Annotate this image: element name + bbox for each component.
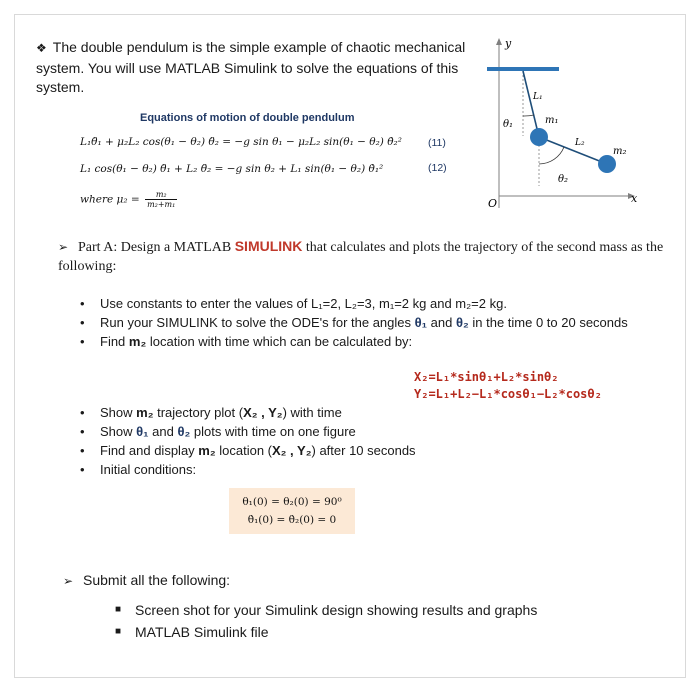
list-item-text: location with time which can be calculated by: bbox=[146, 334, 413, 349]
bullet-dot-icon: • bbox=[80, 462, 85, 477]
list-item bbox=[115, 599, 537, 621]
y2-formula: Y₂=L₁+L₂−L₁*cosθ₁−L₂*cosθ₂ bbox=[414, 387, 602, 401]
mass-1 bbox=[530, 128, 548, 146]
m2-symbol: m₂ bbox=[128, 334, 147, 349]
equation-11-number: (11) bbox=[428, 137, 446, 149]
bullet-dot-icon: • bbox=[80, 296, 85, 311]
list-item-text: Find and display bbox=[100, 443, 199, 458]
bullet-dot-icon: • bbox=[80, 443, 85, 458]
list-item-text: Find bbox=[100, 334, 129, 349]
mu2-prefix: where μ₂ = bbox=[80, 193, 140, 206]
submit-title: Submit all the following: bbox=[83, 572, 231, 588]
list-item-text: Show bbox=[100, 424, 137, 439]
list-item-text: plots with time on one figure bbox=[190, 424, 356, 439]
submit-list bbox=[115, 599, 537, 643]
theta1-label: θ₁ bbox=[503, 119, 514, 130]
list-item bbox=[80, 332, 628, 351]
bullet-dot-icon: • bbox=[80, 315, 85, 330]
equation-12-number: (12) bbox=[428, 162, 447, 174]
mass-2 bbox=[598, 155, 616, 173]
arrow-bullet-icon: ➢ bbox=[58, 240, 69, 254]
requirements-list-1 bbox=[80, 294, 628, 351]
list-item bbox=[80, 294, 628, 313]
intro-paragraph bbox=[36, 38, 476, 98]
equations-title: Equations of motion of double pendulum bbox=[140, 112, 355, 124]
list-item bbox=[80, 460, 416, 479]
part-a-suffix: that calculates and plots the trajectory of the second mass as the following: bbox=[58, 240, 664, 274]
x2-y2-symbol: X₂ , Y₂ bbox=[272, 443, 312, 458]
list-item-text: trajectory plot ( bbox=[153, 405, 244, 420]
l2-label: L₂ bbox=[575, 138, 585, 148]
arrow-bullet-icon: ➢ bbox=[63, 574, 74, 588]
y-axis-label: y bbox=[505, 37, 512, 50]
theta2-symbol: θ₂ bbox=[455, 315, 469, 330]
theta2-label: θ₂ bbox=[558, 174, 569, 185]
equation-12: L₁ cos(θ₁ − θ₂) θ̈₁ + L₂ θ̈₂ = −g sin θ₂ + L₁ sin(θ₁ − θ₂) θ̇₁² bbox=[80, 163, 384, 175]
x2-y2-symbol: X₂ , Y₂ bbox=[243, 405, 283, 420]
list-item-text: Show bbox=[100, 405, 137, 420]
m2-symbol: m₂ bbox=[136, 405, 154, 420]
theta1-symbol: θ₁ bbox=[136, 424, 149, 439]
list-item-text: and bbox=[148, 424, 178, 439]
pivot-ceiling bbox=[487, 67, 559, 71]
m2-label: m₂ bbox=[613, 146, 627, 157]
list-item-text: Screen shot for your Simulink design showing results and graphs bbox=[135, 602, 538, 618]
list-item bbox=[80, 422, 416, 441]
bullet-dot-icon: • bbox=[80, 334, 85, 349]
list-item-text: MATLAB Simulink file bbox=[135, 624, 269, 640]
initial-condition-angles: θ₁(0) = θ₂(0) = 90⁰ bbox=[242, 496, 342, 508]
list-item bbox=[80, 403, 416, 422]
list-item bbox=[115, 621, 537, 643]
rod-1 bbox=[523, 71, 539, 137]
mu2-denominator: m₂+m₁ bbox=[147, 200, 176, 209]
mu2-definition bbox=[80, 190, 177, 209]
origin-label: O bbox=[488, 197, 498, 210]
mu2-numerator: m₂ bbox=[145, 190, 177, 200]
intro-text: The double pendulum is the simple example of chaotic mechanical system. You will use MATLAB Simulink to solve the equations of this system. bbox=[36, 39, 466, 95]
y-axis-arrow-icon bbox=[496, 38, 502, 45]
list-item-text: location ( bbox=[215, 443, 272, 458]
initial-conditions-box bbox=[229, 488, 355, 534]
bullet-dot-icon: • bbox=[80, 405, 85, 420]
list-item bbox=[80, 313, 628, 332]
l1-label: L₁ bbox=[533, 92, 543, 102]
requirements-list-2 bbox=[80, 403, 416, 479]
simulink-highlight: SIMULINK bbox=[234, 238, 303, 254]
x2-formula: X₂=L₁*sinθ₁+L₂*sinθ₂ bbox=[414, 370, 559, 384]
list-item bbox=[80, 441, 416, 460]
square-bullet-icon: ■ bbox=[115, 626, 122, 637]
part-a-prefix: Part A: Design a MATLAB bbox=[78, 240, 235, 255]
list-item-text: Initial conditions: bbox=[100, 462, 197, 477]
list-item-text: Use constants to enter the values of L₁=2, L₂=3, m₁=2 kg and m₂=2 kg. bbox=[100, 296, 507, 311]
theta2-symbol: θ₂ bbox=[177, 424, 191, 439]
equation-11: L₁θ̈₁ + μ₂L₂ cos(θ₁ − θ₂) θ̈₂ = −g sin θ₁ − μ₂L₂ sin(θ₁ − θ₂) θ̇₂² bbox=[80, 136, 402, 148]
part-a-heading bbox=[58, 237, 678, 276]
theta1-symbol: θ₁ bbox=[414, 315, 428, 330]
m2-symbol: m₂ bbox=[198, 443, 216, 458]
list-item-text: ) after 10 seconds bbox=[311, 443, 416, 458]
bullet-dot-icon: • bbox=[80, 424, 85, 439]
list-item-text: in the time 0 to 20 seconds bbox=[468, 315, 628, 330]
theta1-arc bbox=[523, 115, 534, 116]
m1-label: m₁ bbox=[545, 115, 559, 126]
theta2-arc bbox=[539, 147, 564, 164]
diamond-bullet-icon: ❖ bbox=[36, 41, 47, 55]
mu2-fraction bbox=[145, 190, 177, 209]
list-item-text: Run your SIMULINK to solve the ODE's for the angles bbox=[100, 315, 415, 330]
list-item-text: and bbox=[427, 315, 456, 330]
rod-2 bbox=[539, 137, 607, 164]
x-axis-label: x bbox=[631, 192, 638, 205]
square-bullet-icon: ■ bbox=[115, 604, 122, 615]
submit-heading bbox=[63, 572, 230, 588]
double-pendulum-diagram bbox=[483, 36, 643, 216]
initial-condition-velocities: θ̇₁(0) = θ̇₂(0) = 0 bbox=[247, 514, 337, 526]
list-item-text: ) with time bbox=[282, 405, 342, 420]
